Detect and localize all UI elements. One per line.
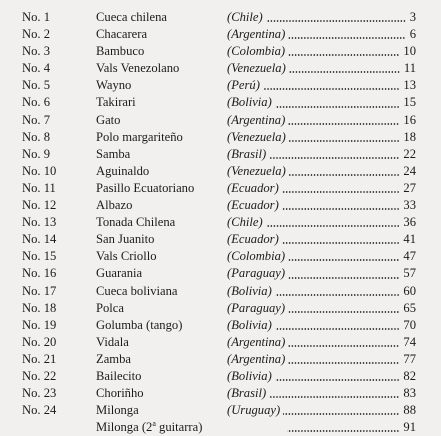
entry-country: ( Venezuela ) bbox=[227, 163, 286, 180]
list-item bbox=[0, 94, 441, 111]
entry-page: 74 bbox=[403, 334, 416, 349]
list-item bbox=[0, 317, 441, 334]
dot-leader bbox=[288, 345, 399, 347]
dot-leader bbox=[275, 106, 400, 108]
entry-page: 18 bbox=[403, 129, 416, 144]
entry-title: Polo margariteño bbox=[96, 129, 183, 144]
entry-country: ( Bolivia ) bbox=[227, 94, 272, 111]
entry-page: 10 bbox=[403, 44, 416, 59]
entry-number: No. 10 bbox=[22, 163, 57, 178]
entry-country: ( Chile ) bbox=[227, 214, 263, 231]
entry-country: ( Ecuador ) bbox=[227, 231, 279, 248]
entry-page: 77 bbox=[403, 351, 416, 366]
list-item bbox=[0, 283, 441, 300]
entry-page: 15 bbox=[403, 95, 416, 110]
entry-title: San Juanito bbox=[96, 232, 155, 247]
entry-page: 27 bbox=[403, 180, 416, 195]
dot-leader bbox=[288, 123, 399, 125]
entry-number: No. 13 bbox=[22, 215, 57, 230]
entry-title: Guarania bbox=[96, 266, 143, 281]
list-item bbox=[0, 43, 441, 60]
entry-number: No. 14 bbox=[22, 232, 57, 247]
entry-title: Cueca boliviana bbox=[96, 283, 178, 298]
entry-page: 11 bbox=[403, 61, 416, 76]
entry-number: No. 12 bbox=[22, 198, 57, 213]
dot-leader bbox=[288, 259, 399, 261]
dot-leader bbox=[288, 311, 399, 313]
entry-country: ( Argentina ) bbox=[227, 26, 285, 43]
entry-page: 82 bbox=[403, 368, 416, 383]
dot-leader bbox=[275, 328, 400, 330]
entry-page: 3 bbox=[409, 10, 416, 24]
entry-number: No. 6 bbox=[22, 95, 50, 110]
entry-country: ( Uruguay ) bbox=[227, 402, 280, 419]
entry-page: 65 bbox=[403, 300, 416, 315]
entry-page: 83 bbox=[403, 386, 416, 401]
list-item bbox=[0, 77, 441, 94]
entry-number: No. 2 bbox=[22, 27, 50, 42]
entry-page: 22 bbox=[403, 146, 416, 161]
dot-leader bbox=[269, 157, 399, 159]
entry-number: No. 22 bbox=[22, 368, 57, 383]
entry-country: ( Perú ) bbox=[227, 77, 260, 94]
entry-title: Milonga (2$^a$ guitarra) bbox=[96, 419, 203, 435]
dot-leader bbox=[288, 277, 399, 279]
entry-page: 36 bbox=[403, 215, 416, 230]
entry-title: Polca bbox=[96, 300, 124, 315]
dot-leader bbox=[266, 20, 406, 22]
entry-page: 6 bbox=[409, 27, 416, 42]
entry-page: 91 bbox=[403, 420, 416, 435]
dot-leader bbox=[269, 396, 399, 398]
entry-title: Golumba (tango) bbox=[96, 317, 183, 332]
dot-leader bbox=[288, 37, 405, 39]
list-item bbox=[0, 300, 441, 317]
list-item bbox=[0, 180, 441, 197]
entry-page: 70 bbox=[403, 317, 416, 332]
entry-page: 57 bbox=[403, 266, 416, 281]
entry-title: Gato bbox=[96, 112, 121, 127]
entry-number: No. 20 bbox=[22, 334, 57, 349]
entry-country: ( Ecuador ) bbox=[227, 197, 279, 214]
entry-title: Milonga bbox=[96, 403, 139, 418]
list-item bbox=[0, 265, 441, 282]
entry-number: No. 18 bbox=[22, 300, 57, 315]
entry-country: ( Argentina ) bbox=[227, 112, 285, 129]
dot-leader bbox=[288, 362, 399, 364]
list-item bbox=[0, 231, 441, 248]
list-item bbox=[0, 334, 441, 351]
entry-country: ( Bolivia ) bbox=[227, 283, 272, 300]
entry-number: No. 4 bbox=[22, 61, 50, 76]
entry-number: No. 11 bbox=[22, 180, 56, 195]
entry-title: Samba bbox=[96, 146, 131, 161]
dot-leader bbox=[282, 208, 400, 210]
entry-title: Choriñho bbox=[96, 386, 144, 401]
entry-number: No. 15 bbox=[22, 249, 57, 264]
entry-page: 88 bbox=[403, 403, 416, 418]
entry-number: No. 21 bbox=[22, 351, 57, 366]
list-item bbox=[0, 26, 441, 43]
table-of-contents bbox=[0, 9, 441, 436]
list-item bbox=[0, 368, 441, 385]
entry-page: 33 bbox=[403, 198, 416, 213]
list-item bbox=[0, 112, 441, 129]
entry-page: 16 bbox=[403, 112, 416, 127]
entry-country: ( Bolivia ) bbox=[227, 317, 272, 334]
entry-title: Chacarera bbox=[96, 27, 148, 42]
list-item bbox=[0, 351, 441, 368]
entry-page: 13 bbox=[403, 78, 416, 93]
entry-title: Pasillo Ecuatoriano bbox=[96, 180, 195, 195]
entry-page: 24 bbox=[403, 163, 416, 178]
entry-country: ( Ecuador ) bbox=[227, 180, 279, 197]
entry-title: Takirari bbox=[96, 95, 136, 110]
entry-country: ( Venezuela ) bbox=[227, 129, 286, 146]
list-item bbox=[0, 60, 441, 77]
entry-country: ( Brasil ) bbox=[227, 385, 266, 402]
list-item bbox=[0, 9, 441, 26]
entry-number: No. 24 bbox=[22, 403, 57, 418]
entry-number: No. 5 bbox=[22, 78, 50, 93]
entry-title: Vidala bbox=[96, 334, 129, 349]
dot-leader bbox=[289, 174, 400, 176]
entry-page: 47 bbox=[403, 249, 416, 264]
dot-leader bbox=[282, 242, 400, 244]
entry-page: 41 bbox=[403, 232, 416, 247]
dot-leader bbox=[275, 294, 400, 296]
list-item bbox=[0, 129, 441, 146]
dot-leader bbox=[288, 54, 399, 56]
entry-country: ( Chile ) bbox=[227, 9, 263, 26]
entry-title: Bambuco bbox=[96, 44, 145, 59]
entry-title: Bailecito bbox=[96, 368, 142, 383]
entry-number: No. 17 bbox=[22, 283, 57, 298]
entry-country: ( Bolivia ) bbox=[227, 368, 272, 385]
dot-leader bbox=[289, 71, 400, 73]
entry-page: 60 bbox=[403, 283, 416, 298]
list-item bbox=[0, 214, 441, 231]
entry-title: Aguinaldo bbox=[96, 163, 150, 178]
dot-leader bbox=[275, 379, 400, 381]
dot-leader bbox=[283, 413, 399, 415]
entry-country: ( Paraguay ) bbox=[227, 300, 285, 317]
dot-leader bbox=[263, 88, 400, 90]
entry-country: ( Argentina ) bbox=[227, 351, 285, 368]
dot-leader bbox=[287, 430, 399, 432]
entry-title: Vals Criollo bbox=[96, 249, 157, 264]
list-item bbox=[0, 248, 441, 265]
entry-title: Albazo bbox=[96, 198, 133, 213]
list-item bbox=[0, 419, 441, 436]
entry-country: ( Brasil ) bbox=[227, 146, 266, 163]
entry-country: ( Venezuela ) bbox=[227, 60, 286, 77]
entry-country: ( Colombia ) bbox=[227, 43, 285, 60]
entry-title: Vals Venezolano bbox=[96, 61, 180, 76]
entry-number: No. 3 bbox=[22, 44, 50, 59]
list-item bbox=[0, 146, 441, 163]
entry-number: No. 19 bbox=[22, 317, 57, 332]
entry-number: No. 16 bbox=[22, 266, 57, 281]
entry-title: Wayno bbox=[96, 78, 132, 93]
dot-leader bbox=[266, 225, 400, 227]
entry-country: ( Argentina ) bbox=[227, 334, 285, 351]
entry-number: No. 9 bbox=[22, 146, 50, 161]
dot-leader bbox=[282, 191, 400, 193]
entry-number: No. 1 bbox=[22, 10, 50, 24]
list-item bbox=[0, 402, 441, 419]
entry-number: No. 8 bbox=[22, 129, 50, 144]
entry-title: Zamba bbox=[96, 351, 131, 366]
entry-title: Tonada Chilena bbox=[96, 215, 176, 230]
entry-country: ( Paraguay ) bbox=[227, 265, 285, 282]
entry-title: Cueca chilena bbox=[96, 10, 167, 24]
dot-leader bbox=[289, 140, 400, 142]
entry-number: No. 7 bbox=[22, 112, 50, 127]
entry-number: No. 23 bbox=[22, 386, 57, 401]
list-item bbox=[0, 197, 441, 214]
list-item bbox=[0, 163, 441, 180]
entry-country: ( Colombia ) bbox=[227, 248, 285, 265]
